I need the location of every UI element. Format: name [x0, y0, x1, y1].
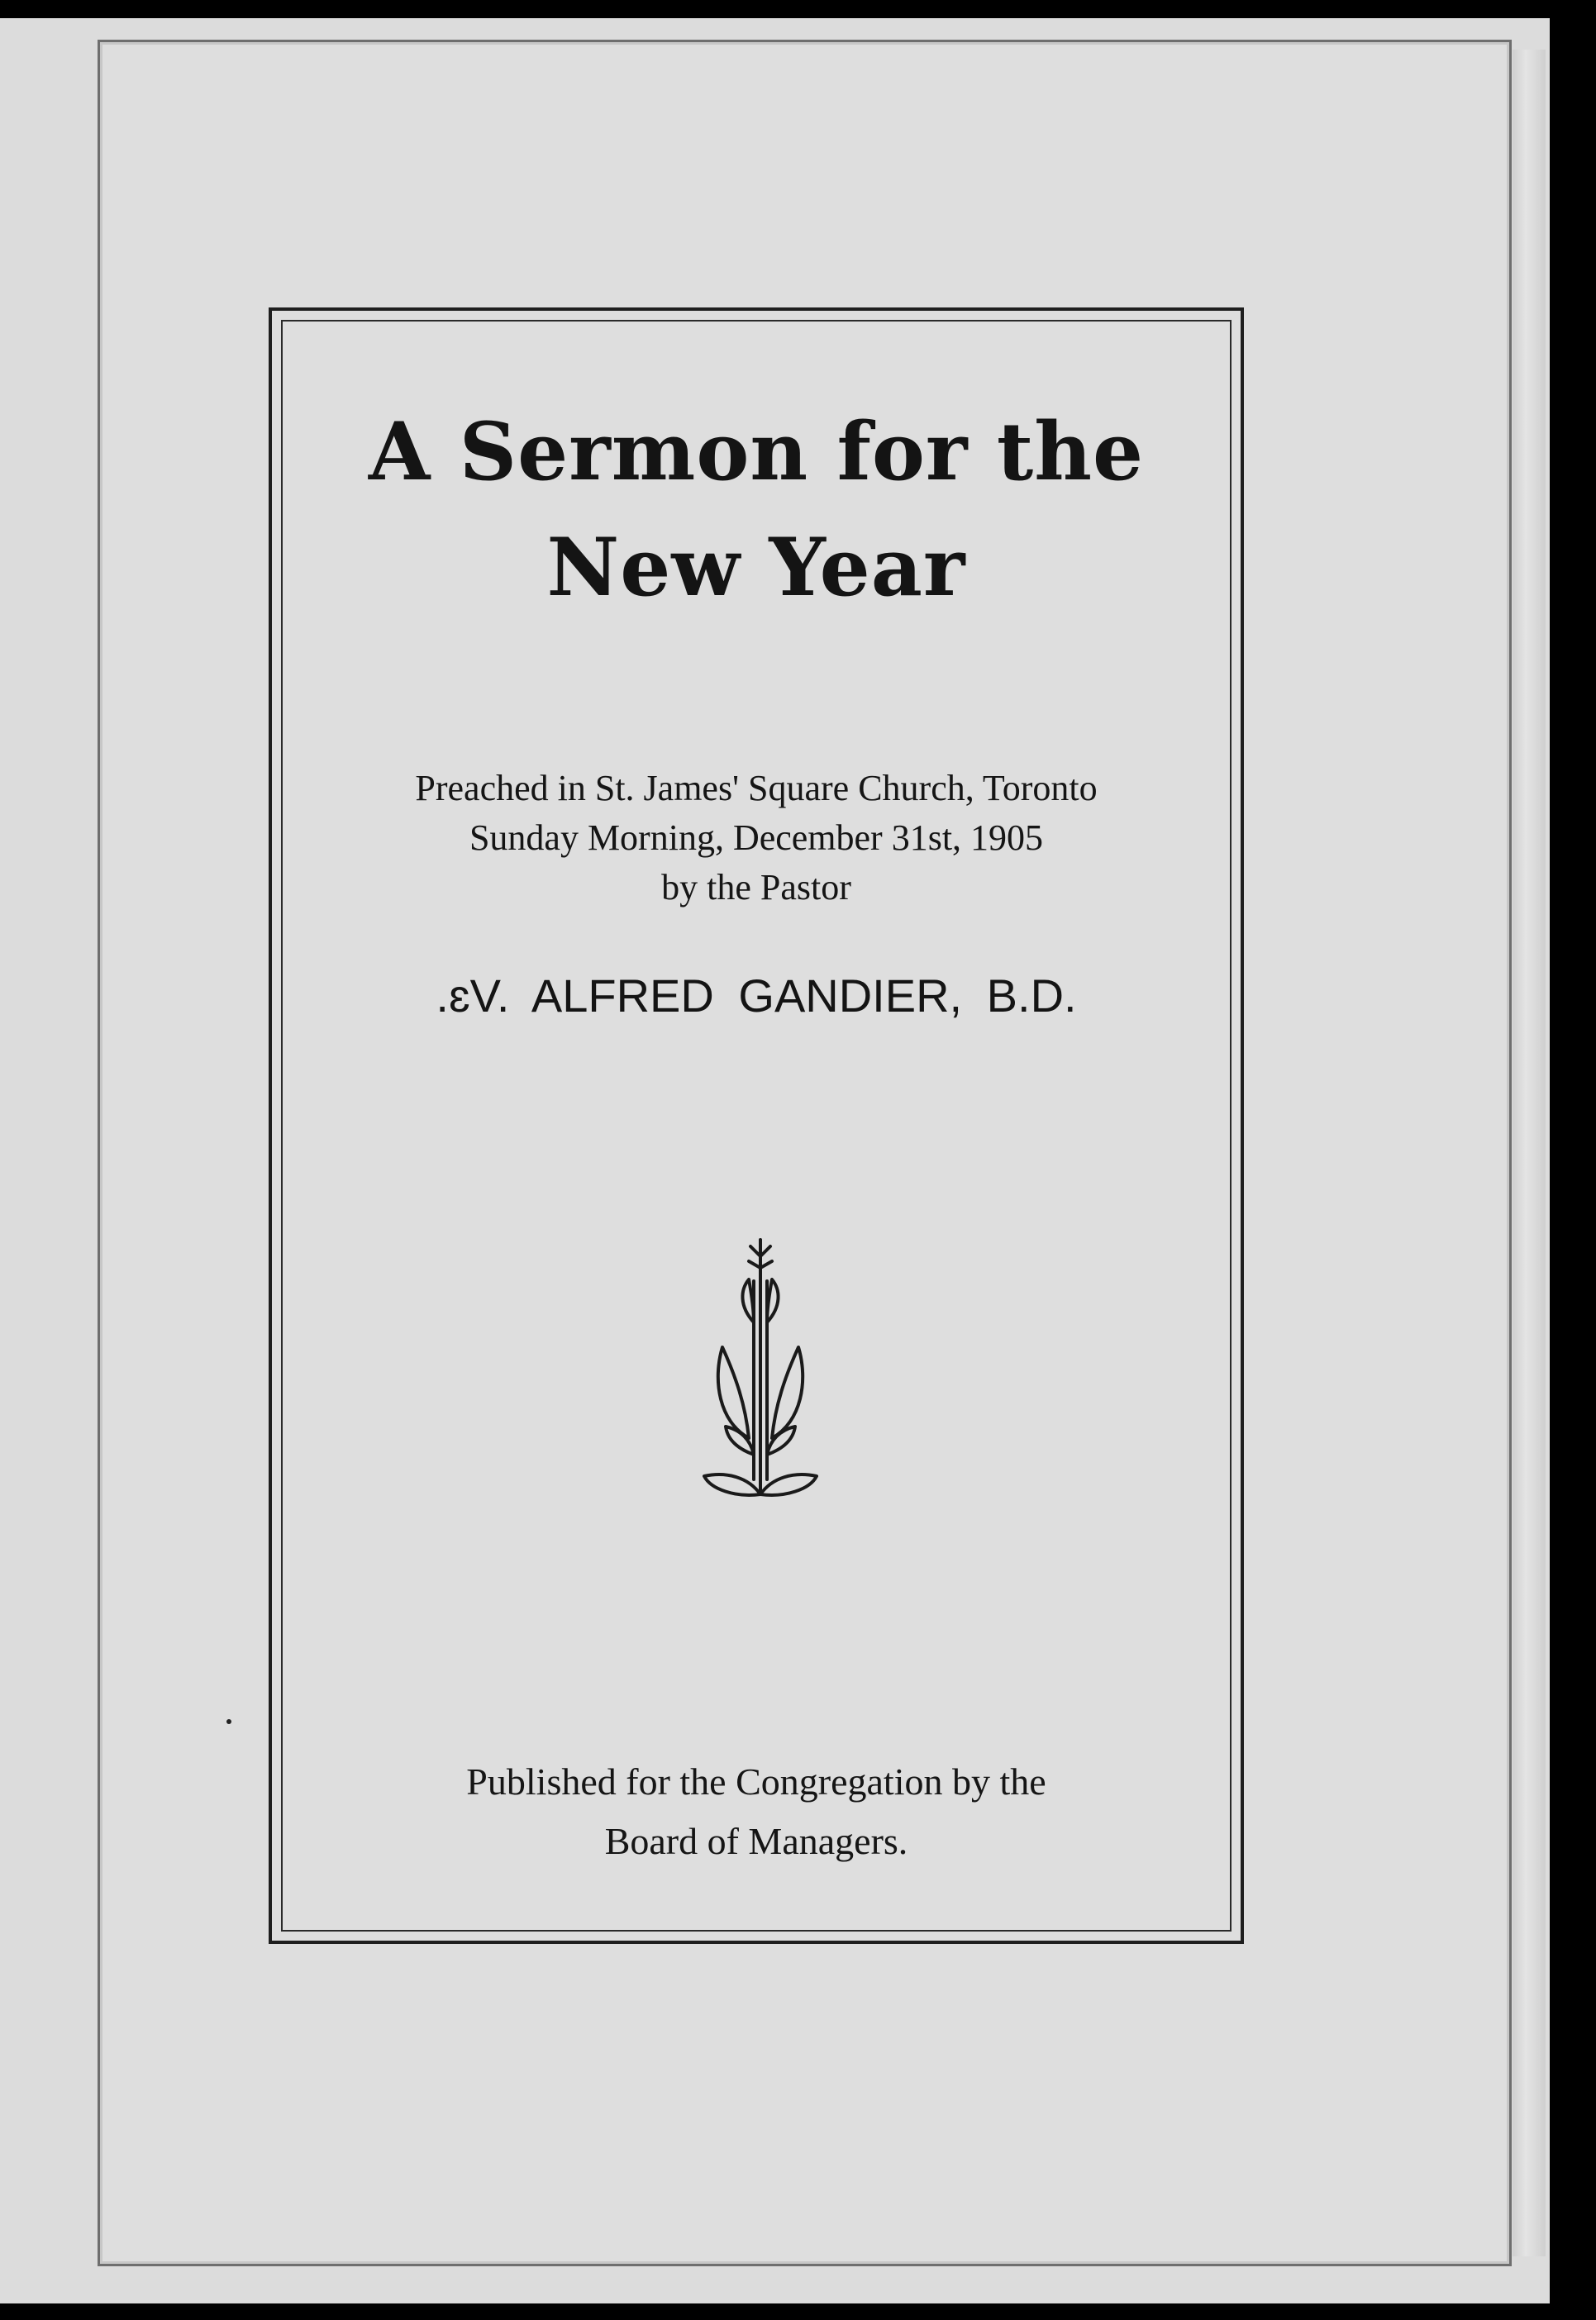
publisher-line-2: Board of Managers. [604, 1820, 908, 1862]
page-edge [1513, 50, 1546, 2256]
title-line-1: A Sermon for the [368, 405, 1145, 498]
title-line-2: New Year [546, 521, 966, 614]
lily-ornament-icon [703, 1231, 818, 1513]
author-name: .ɛV. ALFRED GANDIER, B.D. [436, 969, 1077, 1022]
publisher-line-1: Published for the Congregation by the [466, 1760, 1046, 1803]
preached-by: by the Pastor [661, 867, 851, 908]
paper-speck [226, 1719, 231, 1724]
preached-location: Preached in St. James' Square Church, Toronto [415, 768, 1098, 808]
preached-date: Sunday Morning, December 31st, 1905 [469, 817, 1044, 858]
